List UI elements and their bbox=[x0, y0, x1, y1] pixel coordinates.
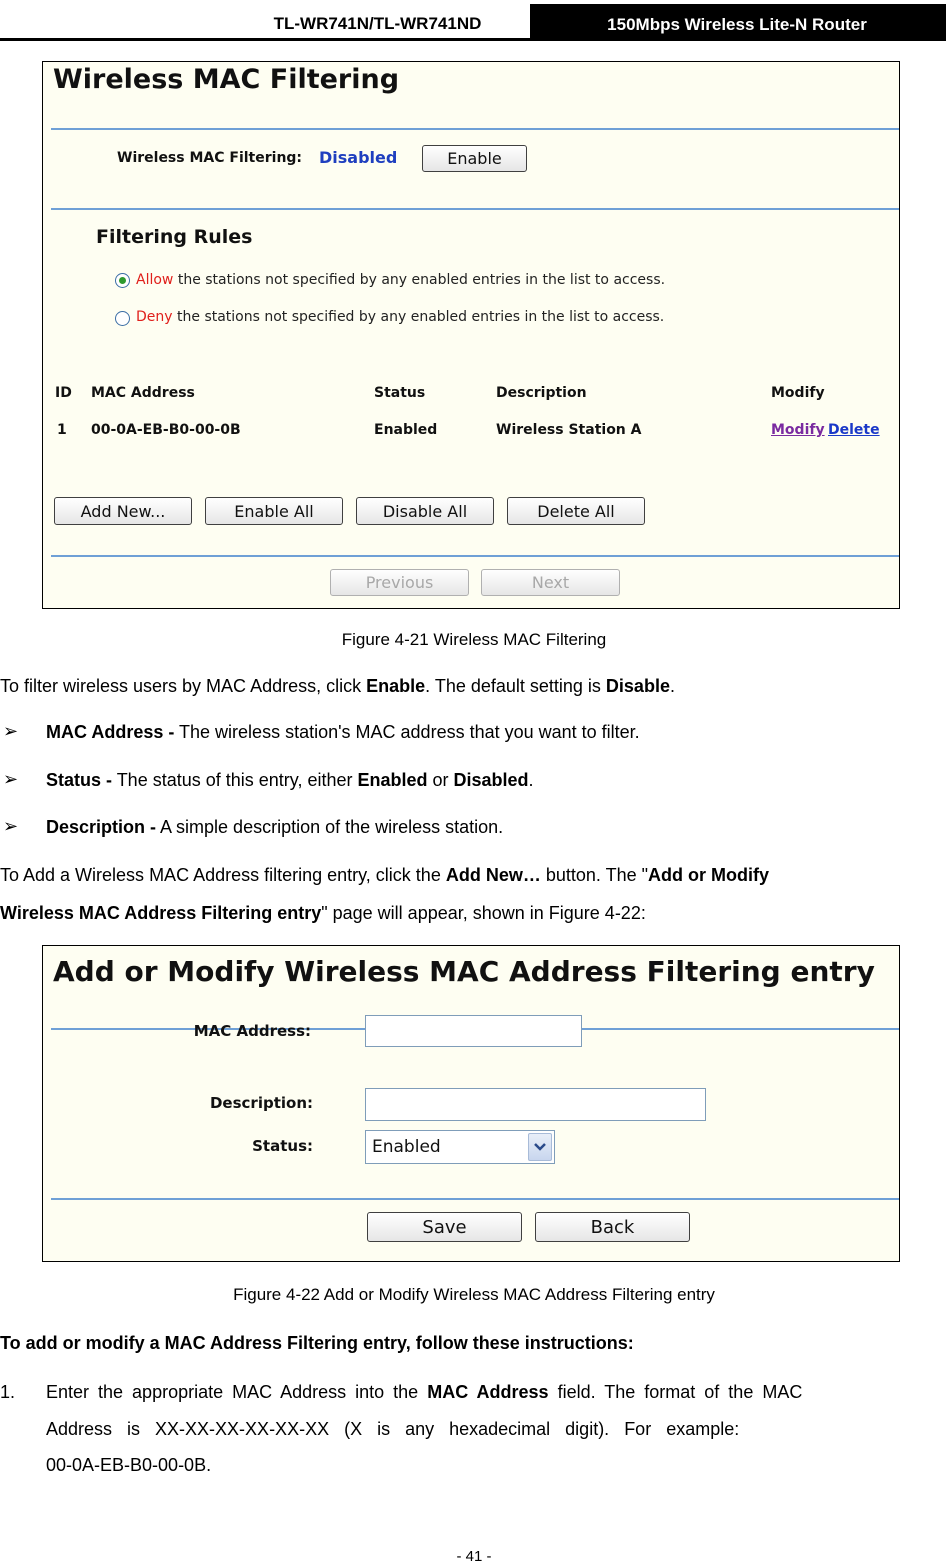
row-description: Wireless Station A bbox=[496, 422, 642, 438]
header-rule bbox=[0, 38, 944, 41]
row-id: 1 bbox=[57, 422, 67, 438]
figure-4-21-caption: Figure 4-21 Wireless MAC Filtering bbox=[341, 630, 607, 649]
mac-filtering-label: Wireless MAC Filtering: bbox=[117, 150, 303, 166]
enable-button[interactable]: Enable bbox=[422, 145, 527, 172]
bullet-term: Status - bbox=[46, 770, 113, 790]
deny-radio[interactable] bbox=[115, 311, 130, 326]
deny-rule-text bbox=[136, 309, 664, 325]
bullet-text: The wireless station's MAC address that you want to filter. bbox=[174, 722, 640, 742]
bullet-text: The status of this entry, either bbox=[112, 770, 358, 790]
status-select[interactable] bbox=[365, 1130, 555, 1164]
add-paragraph-line1 bbox=[0, 864, 769, 886]
bullet-arrow-icon: ➢ bbox=[3, 816, 19, 836]
step-line3: 00-0A-EB-B0-00-0B. bbox=[46, 1455, 212, 1475]
step-number: 1. bbox=[0, 1382, 16, 1402]
allow-word: Allow bbox=[136, 272, 174, 288]
mac-filtering-status: Disabled bbox=[319, 148, 398, 167]
bullet-description bbox=[46, 816, 503, 838]
bullet-term: MAC Address - bbox=[46, 722, 175, 742]
mac-address-label: MAC Address: bbox=[193, 1022, 311, 1040]
status-selected-value: Enabled bbox=[372, 1137, 441, 1157]
header-edge bbox=[944, 4, 946, 41]
intro-paragraph bbox=[0, 675, 675, 697]
col-id: ID bbox=[55, 385, 72, 401]
add-new-button[interactable]: Add New... bbox=[54, 497, 192, 525]
bullet-enabled: Enabled bbox=[357, 770, 428, 790]
intro-disable: Disable bbox=[605, 676, 670, 696]
description-input[interactable] bbox=[365, 1088, 706, 1121]
add-new-term: Add New… bbox=[445, 865, 541, 885]
allow-rule-text bbox=[136, 272, 665, 288]
add-text: To Add a Wireless MAC Address filtering entry, click the bbox=[0, 865, 446, 885]
page-number: - 41 - bbox=[456, 1548, 492, 1565]
col-modify: Modify bbox=[771, 385, 825, 401]
bullet-text: A simple description of the wireless station. bbox=[156, 817, 504, 837]
intro-enable: Enable bbox=[366, 676, 426, 696]
add-modify-mac-entry-panel bbox=[42, 945, 900, 1262]
col-description: Description bbox=[496, 385, 587, 401]
next-button[interactable]: Next bbox=[481, 569, 620, 596]
bullet-term: Description - bbox=[46, 817, 157, 837]
add-page-name: Wireless MAC Address Filtering entry bbox=[0, 903, 322, 923]
step-line1 bbox=[46, 1381, 940, 1403]
back-button[interactable]: Back bbox=[535, 1212, 690, 1242]
divider bbox=[51, 208, 899, 210]
step-line1-text bbox=[46, 1381, 802, 1403]
deny-description: the stations not specified by any enabled entries in the list to access. bbox=[177, 309, 665, 325]
save-button[interactable]: Save bbox=[367, 1212, 522, 1242]
chevron-down-icon[interactable] bbox=[528, 1133, 552, 1161]
intro-text-2: . The default setting is bbox=[425, 676, 606, 696]
bullet-mac-address bbox=[46, 721, 640, 743]
add-paragraph-line2 bbox=[0, 902, 646, 924]
bullet-arrow-icon: ➢ bbox=[3, 769, 19, 789]
col-status: Status bbox=[374, 385, 426, 401]
description-label: Description: bbox=[209, 1094, 313, 1112]
modify-link[interactable]: Modify bbox=[771, 422, 825, 438]
step-line2: Address is XX-XX-XX-XX-XX-XX (X is any hexadecimal digit). For example: bbox=[46, 1419, 740, 1439]
status-label: Status: bbox=[252, 1137, 313, 1155]
bullet-status bbox=[46, 769, 534, 791]
intro-end: . bbox=[669, 676, 675, 696]
instructions-heading: To add or modify a MAC Address Filtering entry, follow these instructions: bbox=[0, 1333, 634, 1353]
step-text-c: field. The format of the MAC bbox=[548, 1382, 803, 1402]
delete-all-button[interactable]: Delete All bbox=[507, 497, 645, 525]
divider bbox=[51, 1198, 899, 1200]
figure-4-22-caption: Figure 4-22 Add or Modify Wireless MAC Address Filtering entry bbox=[233, 1285, 715, 1304]
step-text-a: Enter the appropriate MAC Address into the bbox=[46, 1382, 428, 1402]
add-modify-term: Add or Modify bbox=[648, 865, 769, 885]
row-mac: 00-0A-EB-B0-00-0B bbox=[91, 422, 241, 438]
panel-title: Add or Modify Wireless MAC Address Filtering entry bbox=[53, 955, 875, 988]
allow-description: the stations not specified by any enabled entries in the list to access. bbox=[177, 272, 666, 288]
allow-radio[interactable] bbox=[115, 273, 130, 288]
enable-all-button[interactable]: Enable All bbox=[205, 497, 343, 525]
col-mac: MAC Address bbox=[91, 385, 195, 401]
step-mac-address: MAC Address bbox=[427, 1382, 549, 1402]
row-status: Enabled bbox=[374, 422, 438, 438]
filtering-rules-heading: Filtering Rules bbox=[96, 226, 253, 248]
disable-all-button[interactable]: Disable All bbox=[356, 497, 494, 525]
previous-button[interactable]: Previous bbox=[330, 569, 469, 596]
add-text-3: " page will appear, shown in Figure 4-22: bbox=[321, 903, 646, 923]
divider bbox=[51, 555, 899, 557]
bullet-disabled: Disabled bbox=[453, 770, 529, 790]
delete-link[interactable]: Delete bbox=[828, 422, 880, 438]
header-model: TL-WR741N/TL-WR741ND bbox=[273, 14, 482, 33]
deny-word: Deny bbox=[136, 309, 173, 325]
divider bbox=[51, 128, 899, 130]
panel-title: Wireless MAC Filtering bbox=[53, 64, 400, 95]
wireless-mac-filtering-panel bbox=[42, 61, 900, 609]
bullet-end: . bbox=[528, 770, 534, 790]
mac-address-input[interactable] bbox=[365, 1015, 582, 1047]
bullet-arrow-icon: ➢ bbox=[3, 721, 19, 741]
add-text-2: button. The " bbox=[540, 865, 648, 885]
header-product: 150Mbps Wireless Lite-N Router bbox=[530, 4, 944, 41]
intro-text: To filter wireless users by MAC Address, click bbox=[0, 676, 367, 696]
bullet-or: or bbox=[427, 770, 454, 790]
